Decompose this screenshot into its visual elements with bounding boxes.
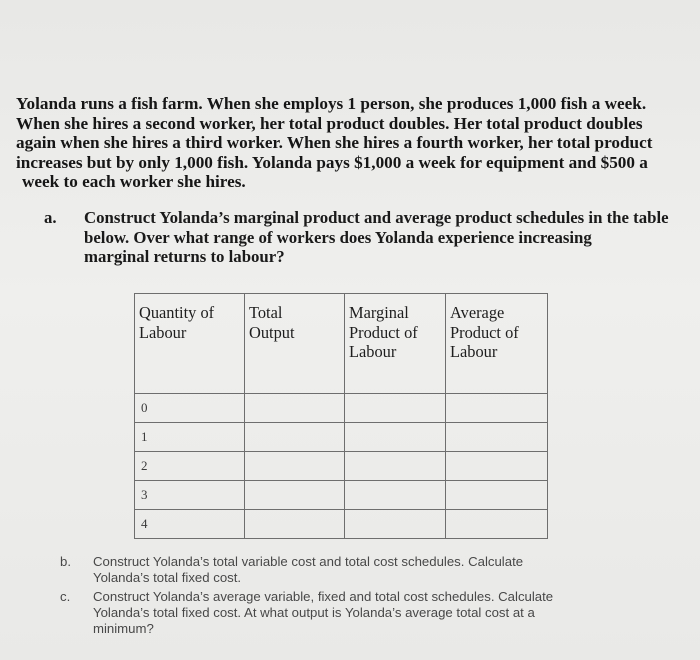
- problem-line: week to each worker she hires.: [22, 172, 246, 192]
- problem-line: increases but by only 1,000 fish. Yolanda pays $1,000 a week for equipment and $500 a: [16, 152, 648, 172]
- table-header-row: [135, 294, 548, 394]
- table-row: [135, 394, 548, 423]
- marginal-cell: [345, 423, 446, 452]
- average-cell: [446, 510, 548, 539]
- average-cell: [446, 481, 548, 510]
- question-line: Construct Yolanda’s total variable cost and total cost schedules. Calculate: [93, 554, 524, 569]
- header-quantity-of-labour: Quantity of Labour: [135, 294, 245, 394]
- problem-line: Yolanda runs a fish farm. When she employs 1 person, she produces 1,000 fish a week.: [16, 94, 647, 113]
- average-cell: [446, 394, 548, 423]
- question-letter: a.: [44, 208, 57, 227]
- output-cell: [245, 423, 345, 452]
- question-line: Construct Yolanda’s average variable, fixed and total cost schedules. Calculate: [93, 589, 554, 604]
- labour-cell: 1: [135, 423, 245, 452]
- labour-cell: 0: [135, 394, 245, 423]
- question-line: Yolanda’s total fixed cost.: [93, 570, 242, 585]
- labour-cell: 4: [135, 510, 245, 539]
- table-row: [135, 510, 548, 539]
- header-average-product: Average Product of Labour: [446, 294, 548, 394]
- problem-statement: [16, 94, 688, 192]
- product-schedule-table: [134, 293, 548, 539]
- average-cell: [446, 452, 548, 481]
- marginal-cell: [345, 394, 446, 423]
- question-line: marginal returns to labour?: [84, 247, 285, 267]
- problem-line: again when she hires a third worker. When she hires a fourth worker, her total product: [16, 133, 653, 153]
- header-total-output: Total Output: [245, 294, 345, 394]
- table-row: [135, 452, 548, 481]
- average-cell: [446, 423, 548, 452]
- header-marginal-product: Marginal Product of Labour: [345, 294, 446, 394]
- marginal-cell: [345, 481, 446, 510]
- labour-cell: 2: [135, 452, 245, 481]
- question-line: minimum?: [93, 621, 154, 636]
- question-line: Yolanda’s total fixed cost. At what output is Yolanda’s average total cost at a: [93, 605, 535, 620]
- output-cell: [245, 510, 345, 539]
- question-line: Construct Yolanda’s marginal product and average product schedules in the table: [84, 208, 669, 227]
- question-letter: c.: [60, 589, 71, 604]
- question-line: below. Over what range of workers does Yolanda experience increasing: [84, 227, 592, 247]
- marginal-cell: [345, 510, 446, 539]
- question-letter: b.: [60, 554, 71, 569]
- problem-line: When she hires a second worker, her total product doubles. Her total product doubles: [16, 113, 643, 133]
- output-cell: [245, 481, 345, 510]
- output-cell: [245, 452, 345, 481]
- table-row: [135, 423, 548, 452]
- output-cell: [245, 394, 345, 423]
- labour-cell: 3: [135, 481, 245, 510]
- table-row: [135, 481, 548, 510]
- marginal-cell: [345, 452, 446, 481]
